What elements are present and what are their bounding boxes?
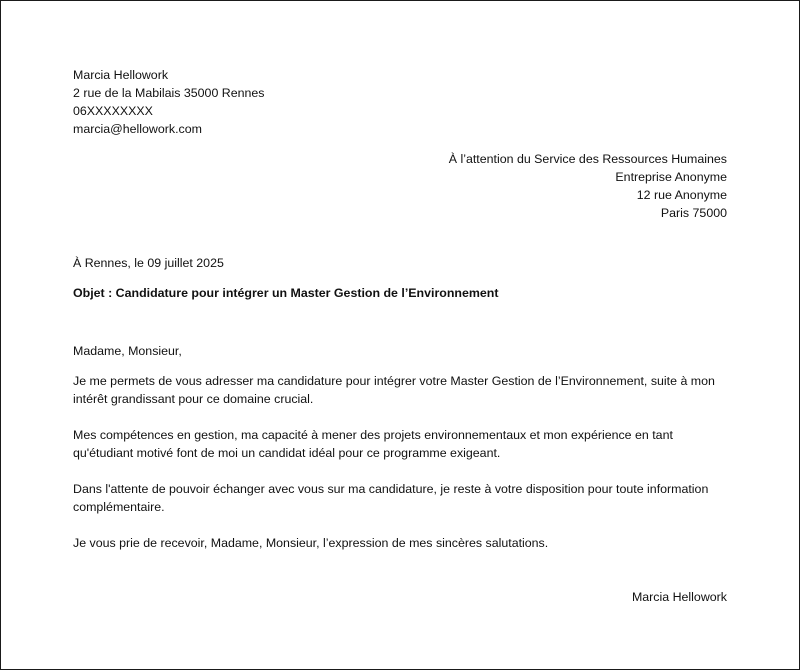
subject-line: Objet : Candidature pour intégrer un Master Gestion de l’Environnement [73, 286, 499, 300]
closing-paragraph: Je vous prie de recevoir, Madame, Monsieur, l’expression de mes sincères salutations. [73, 536, 549, 550]
sender-phone: 06XXXXXXXX [73, 104, 153, 118]
sender-email: marcia@hellowork.com [73, 122, 202, 136]
sender-address: 2 rue de la Mabilais 35000 Rennes [73, 86, 265, 100]
recipient-city: Paris 75000 [660, 206, 727, 220]
body-paragraph: Je me permets de vous adresser ma candidature pour intégrer votre Master Gestion de l’Environnement, suite à mon intérêt grandissant pour ce domaine crucial. [73, 374, 715, 406]
body-paragraph: Dans l'attente de pouvoir échanger avec vous sur ma candidature, je reste à votre disposition pour toute information complémentaire. [73, 482, 709, 514]
sender-name: Marcia Hellowork [73, 68, 169, 82]
recipient-company: Entreprise Anonyme [615, 170, 727, 184]
recipient-street: 12 rue Anonyme [636, 188, 727, 202]
signature: Marcia Hellowork [631, 590, 727, 604]
body-paragraph: Mes compétences en gestion, ma capacité à mener des projets environnementaux et mon expérience en tant qu'étudiant motivé font de moi un candidat idéal pour ce programme exigeant. [73, 428, 673, 460]
salutation: Madame, Monsieur, [73, 344, 182, 358]
recipient-attention: À l’attention du Service des Ressources Humaines [448, 152, 727, 166]
date-line: À Rennes, le 09 juillet 2025 [73, 256, 224, 270]
